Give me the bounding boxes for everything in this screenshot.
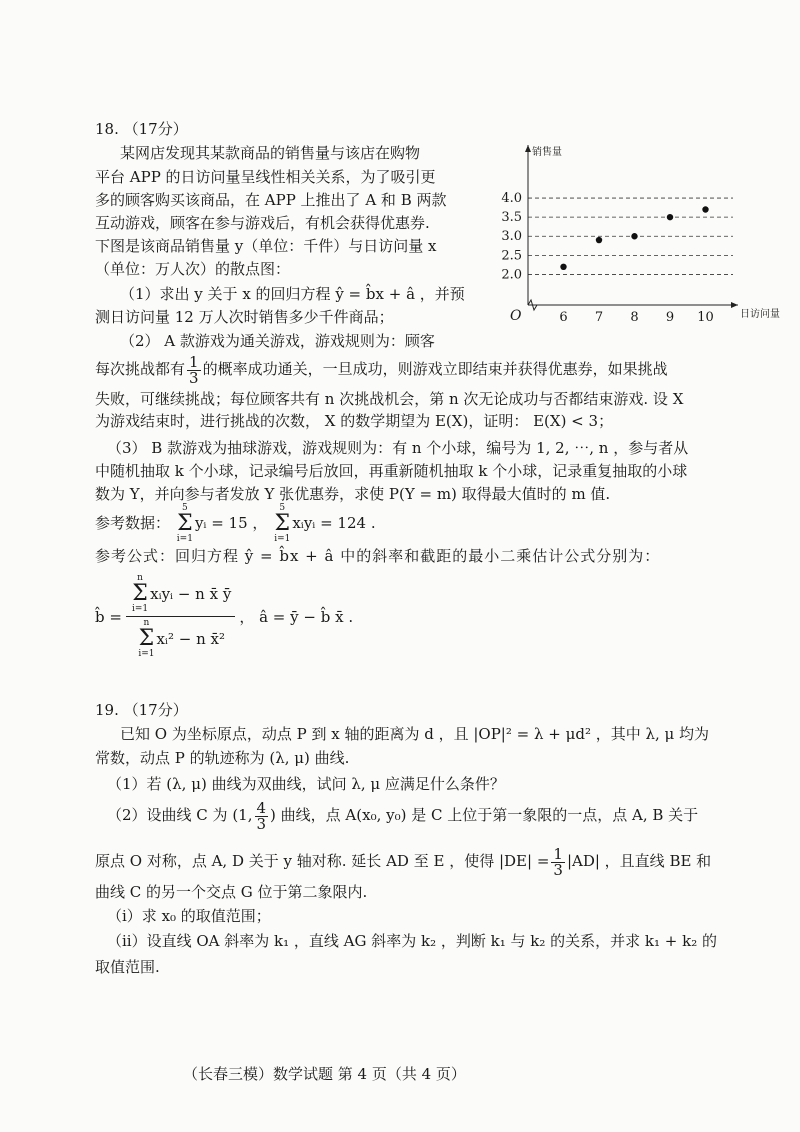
b-hat-label: b̂ = [95, 607, 122, 626]
q19-subpart-i: （i）求 x₀ 的取值范围； [107, 907, 271, 925]
q19-subpart-ii: （ii）设直线 OA 斜率为 k₁ ，直线 AG 斜率为 k₂ ，判断 k₁ 与 k₂ 的关系，并求 k₁ + k₂ 的 [107, 932, 718, 950]
origin-label: O [510, 308, 522, 324]
q19-part2-line: （2）设曲线 C 为 (1, $\frac{4}{3}$ ) 曲线，点 A(x₀, y₀) 是 C 上位于第一象限的一点，点 A, B 关于 [107, 798, 699, 833]
y-tick-label: 2.0 [501, 267, 522, 283]
q18-formula-intro: 参考公式：回归方程 ŷ = b̂x + â 中的斜率和截距的最小二乘估计公式分别为： [95, 547, 661, 565]
x-tick-label: 10 [697, 310, 714, 325]
q18-text-line: 平台 APP 的日访问量呈线性相关关系，为了吸引更 [95, 168, 436, 186]
q19-text-line: 常数，动点 P 的轨迹称为 (λ, μ) 曲线. [95, 749, 350, 767]
summation-symbol: 5 Σ i=1 [176, 503, 193, 544]
q18-part1-line: 测日访问量 12 万人次时销售多少千件商品； [95, 308, 394, 326]
x-tick-label: 8 [630, 310, 639, 325]
q18-part2-text: 每次挑战都有 [95, 360, 186, 378]
data-point [560, 264, 566, 270]
q18-part2-line: 为游戏结束时，进行挑战的次数， X 的数学期望为 E(X)，证明： E(X) < 3； [95, 412, 614, 430]
page-footer: （长春三模）数学试题 第 4 页（共 4 页） [183, 1065, 466, 1083]
q18-text-line: 多的顾客购买该商品，在 APP 上推出了 A 和 B 两款 [95, 191, 447, 209]
reference-data-label: 参考数据： [95, 514, 171, 532]
q18-part2-text: 的概率成功通关，一旦成功，则游戏立即结束并获得优惠券，如果挑战 [202, 360, 668, 378]
q18-text-line: 某网店发现其某款商品的销售量与该店在购物 [120, 144, 421, 162]
q18-part3-line: 中随机抽取 k 个小球，记录编号后放回，再重新随机抽取 k 个小球，记录重复抽取的小球 [95, 462, 688, 480]
q18-part1-line: （1）求出 y 关于 x 的回归方程 ŷ = b̂x + â ，并预 [120, 285, 465, 303]
y-tick-label: 3.0 [501, 229, 522, 245]
q18-text-line: 互动游戏，顾客在参与游戏后，有机会获得优惠券. [95, 214, 430, 232]
q18-part2-line: 失败，可继续挑战；每位顾客共有 n 次挑战机会，第 n 次无论成功与否都结束游戏. 设 X [95, 390, 684, 408]
y-axis-title: 销售量 [532, 147, 562, 158]
q19-part2-line: 原点 O 对称，点 A, D 关于 y 轴对称. 延长 AD 至 E ，使得 |DE| = $\frac{1}{3}$ |AD| ，且直线 BE 和 [95, 844, 712, 879]
q18-reference-data [95, 503, 376, 544]
fraction-four-thirds: $\frac{4}{3}$ [256, 798, 267, 833]
b-hat-fraction: n Σ i=1 xᵢyᵢ − n x̄ ȳ n Σ i=1 xᵢ² − n x̄² [126, 574, 235, 659]
x-axis-arrow [731, 302, 738, 308]
data-point [596, 237, 602, 243]
y-tick-label: 2.5 [501, 248, 522, 264]
least-squares-formula [95, 574, 353, 659]
y-tick-label: 3.5 [501, 210, 522, 226]
scatter-chart [490, 135, 780, 330]
q19-text-line: 已知 O 为坐标原点，动点 P 到 x 轴的距离为 d ，且 |OP|² = λ + μd² ，其中 λ, μ 均为 [120, 725, 710, 743]
b-hat-numerator: xᵢyᵢ − n x̄ ȳ [150, 585, 232, 603]
x-tick-label: 6 [559, 310, 568, 325]
q18-text-line: 下图是该商品销售量 y（单位：千件）与日访问量 x [95, 237, 437, 255]
q18-heading: 18. （17分） [95, 120, 188, 138]
x-axis-title: 日访问量 [740, 309, 780, 320]
q19-part1-line: （1）若 (λ, μ) 曲线为双曲线，试问 λ, μ 应满足什么条件？ [107, 775, 505, 793]
q18-text-line: （单位：万人次）的散点图： [95, 260, 291, 278]
q18-part2-line [95, 352, 668, 386]
q19-heading: 19. （17分） [95, 701, 188, 719]
y-tick-label: 4.0 [501, 191, 522, 207]
x-tick-label: 7 [594, 310, 604, 325]
b-hat-denominator: xᵢ² − n x̄² [156, 630, 225, 648]
reference-sum-xy: xᵢyᵢ = 124 . [292, 514, 376, 532]
fraction-one-third: $\frac{1}{3}$ [189, 352, 199, 387]
reference-sum-y: yᵢ = 15 ， [194, 514, 268, 532]
a-hat-formula: ， â = ȳ − b̂ x̄ . [239, 608, 354, 626]
q18-part2-line: （2） A 款游戏为通关游戏，游戏规则为：顾客 [120, 332, 435, 350]
q18-part3-line: 数为 Y，并向参与者发放 Y 张优惠券，求使 P(Y = m) 取得最大值时的 m 值. [95, 485, 611, 503]
data-point [702, 206, 708, 212]
fraction-one-third: $\frac{1}{3}$ [553, 844, 563, 879]
data-point [631, 233, 637, 239]
q18-part3-line: （3） B 款游戏为抽球游戏，游戏规则为：有 n 个小球，编号为 1, 2, ⋯, n ，参与者从 [107, 439, 689, 457]
q19-part2-line: 曲线 C 的另一个交点 G 位于第二象限内. [95, 883, 368, 901]
data-point [667, 214, 673, 220]
x-tick-label: 9 [665, 310, 675, 325]
y-axis-arrow [525, 145, 531, 152]
q19-subpart-ii: 取值范围. [95, 958, 160, 976]
summation-symbol: 5 Σ i=1 [274, 503, 291, 544]
